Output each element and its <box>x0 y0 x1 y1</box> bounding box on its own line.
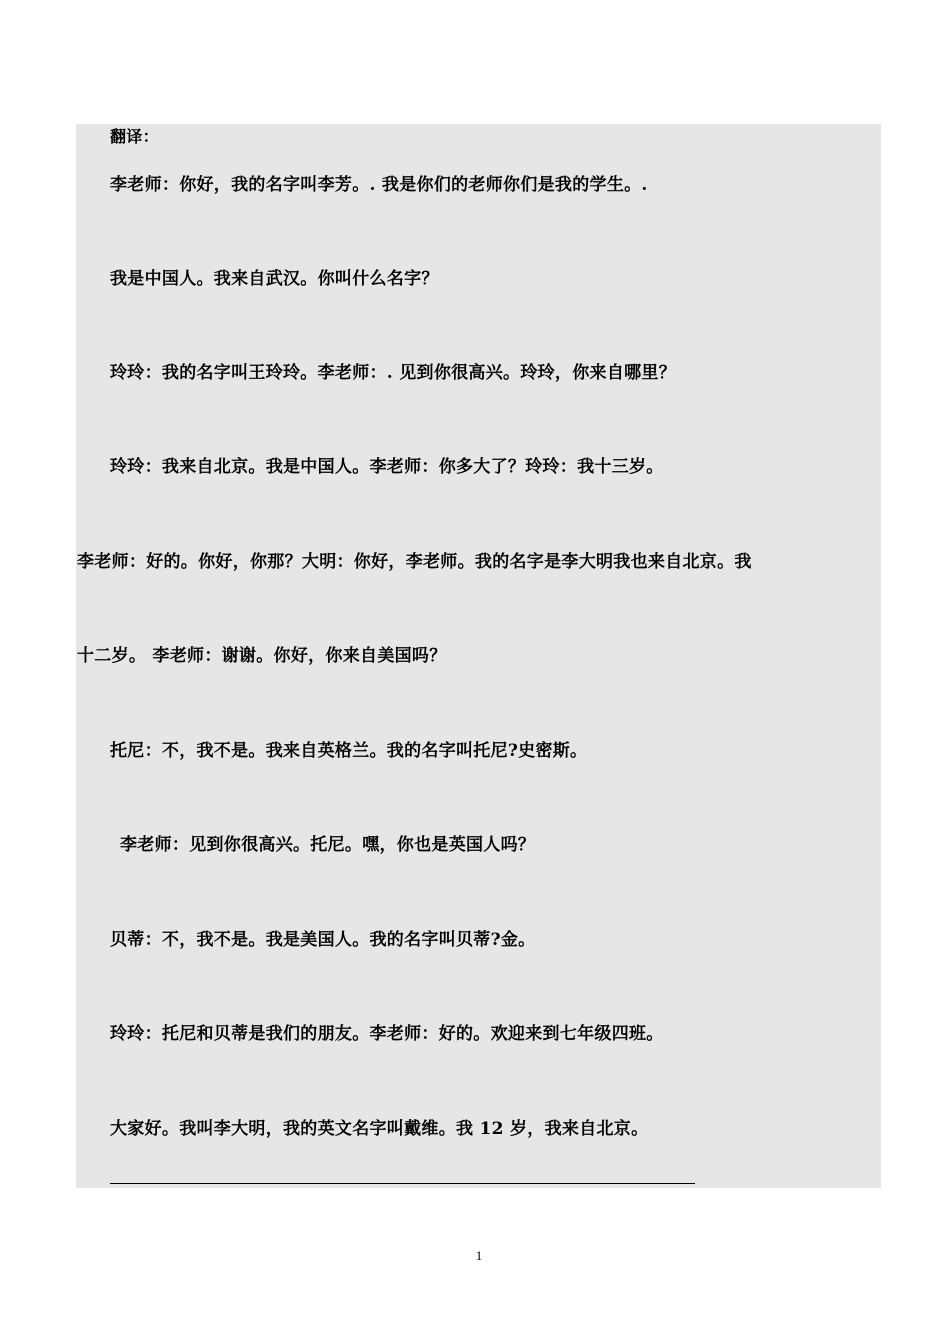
dialogue-line-6: 十二岁。 李老师：谢谢。你好，你来自美国吗？ <box>77 646 447 666</box>
dialogue-line-2: 我是中国人。我来自武汉。你叫什么名字？ <box>110 269 439 289</box>
answer-underline <box>110 1183 695 1184</box>
dialogue-line-11: 大家好。我叫李大明，我的英文名字叫戴维。我 12 岁，我来自北京。 <box>110 1119 649 1139</box>
dialogue-line-10: 玲玲：托尼和贝蒂是我们的朋友。李老师：好的。欢迎来到七年级四班。 <box>110 1024 664 1044</box>
dialogue-line-5: 李老师：好的。你好，你那？大明：你好，李老师。我的名字是李大明我也来自北京。我 <box>77 552 752 572</box>
dialogue-line-8: 李老师：见到你很高兴。托尼。嘿，你也是英国人吗？ <box>120 835 536 855</box>
dialogue-line-3: 玲玲：我的名字叫王玲玲。李老师：. 见到你很高兴。玲玲，你来自哪里？ <box>110 363 677 383</box>
page-number: 1 <box>475 1248 483 1263</box>
dialogue-line-9: 贝蒂：不，我不是。我是美国人。我的名字叫贝蒂?金。 <box>110 930 536 950</box>
dialogue-line-7: 托尼：不，我不是。我来自英格兰。我的名字叫托尼?史密斯。 <box>110 741 588 761</box>
dialogue-line-1: 李老师：你好，我的名字叫李芳。. 我是你们的老师你们是我的学生。. <box>110 175 648 195</box>
heading-translation: 翻译： <box>110 127 159 146</box>
dialogue-line-4: 玲玲：我来自北京。我是中国人。李老师：你多大了？玲玲：我十三岁。 <box>110 457 664 477</box>
